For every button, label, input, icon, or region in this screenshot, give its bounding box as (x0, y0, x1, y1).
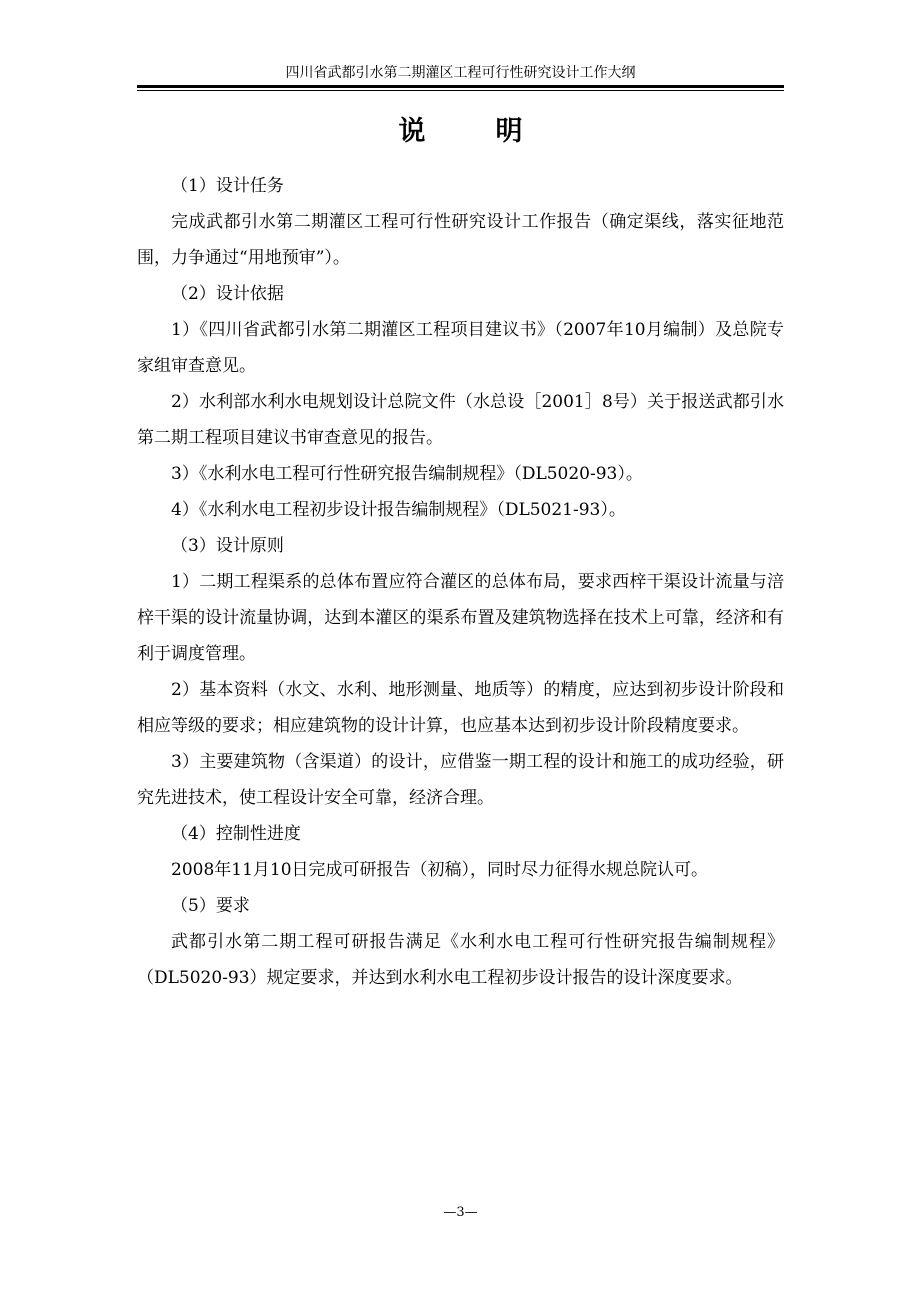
running-header: 四川省武都引水第二期灌区工程可行性研究设计工作大纲 (285, 65, 636, 81)
header-rule-thin (137, 90, 784, 91)
paragraph-task: 完成武都引水第二期灌区工程可行性研究设计工作报告（确定渠线，落实征地范围，力争通过“用地预审”）。 (137, 212, 784, 268)
document-title: 说明 (398, 116, 593, 147)
document-body (137, 168, 784, 996)
section-heading-schedule: （4）控制性进度 (171, 824, 301, 844)
paragraph-requirements: 武都引水第二期工程可研报告满足《水利水电工程可行性研究报告编制规程》（DL5020-93）规定要求，并达到水利水电工程初步设计报告的设计深度要求。 (137, 932, 784, 988)
paragraph-basis-4: 4）《水利水电工程初步设计报告编制规程》（DL5021-93）。 (171, 500, 626, 520)
header-rule-thick (137, 85, 784, 88)
paragraph-basis-1: 1）《四川省武都引水第二期灌区工程项目建议书》（2007年10月编制）及总院专家组审查意见。 (137, 320, 784, 376)
paragraph-basis-2: 2）水利部水利水电规划设计总院文件（水总设［2001］8号）关于报送武都引水第二期工程项目建议书审查意见的报告。 (137, 392, 784, 448)
paragraph-schedule: 2008年11月10日完成可研报告（初稿），同时尽力征得水规总院认可。 (171, 860, 709, 880)
section-heading-basis: （2）设计依据 (171, 284, 284, 304)
page-number: —3— (443, 1205, 478, 1220)
paragraph-principle-3: 3）主要建筑物（含渠道）的设计，应借鉴一期工程的设计和施工的成功经验，研究先进技术，使工程设计安全可靠，经济合理。 (137, 752, 784, 808)
paragraph-principle-1: 1）二期工程渠系的总体布置应符合灌区的总体布局，要求西梓干渠设计流量与涪梓干渠的设计流量协调，达到本灌区的渠系布置及建筑物选择在技术上可靠，经济和有利于调度管理。 (137, 572, 784, 664)
paragraph-principle-2: 2）基本资料（水文、水利、地形测量、地质等）的精度，应达到初步设计阶段和相应等级的要求；相应建筑物的设计计算，也应基本达到初步设计阶段精度要求。 (137, 680, 784, 736)
section-heading-requirements: （5）要求 (171, 896, 250, 916)
paragraph-basis-3: 3）《水利水电工程可行性研究报告编制规程》（DL5020-93）。 (171, 464, 643, 484)
section-heading-principles: （3）设计原则 (171, 536, 284, 556)
section-heading-task: （1）设计任务 (171, 176, 284, 196)
